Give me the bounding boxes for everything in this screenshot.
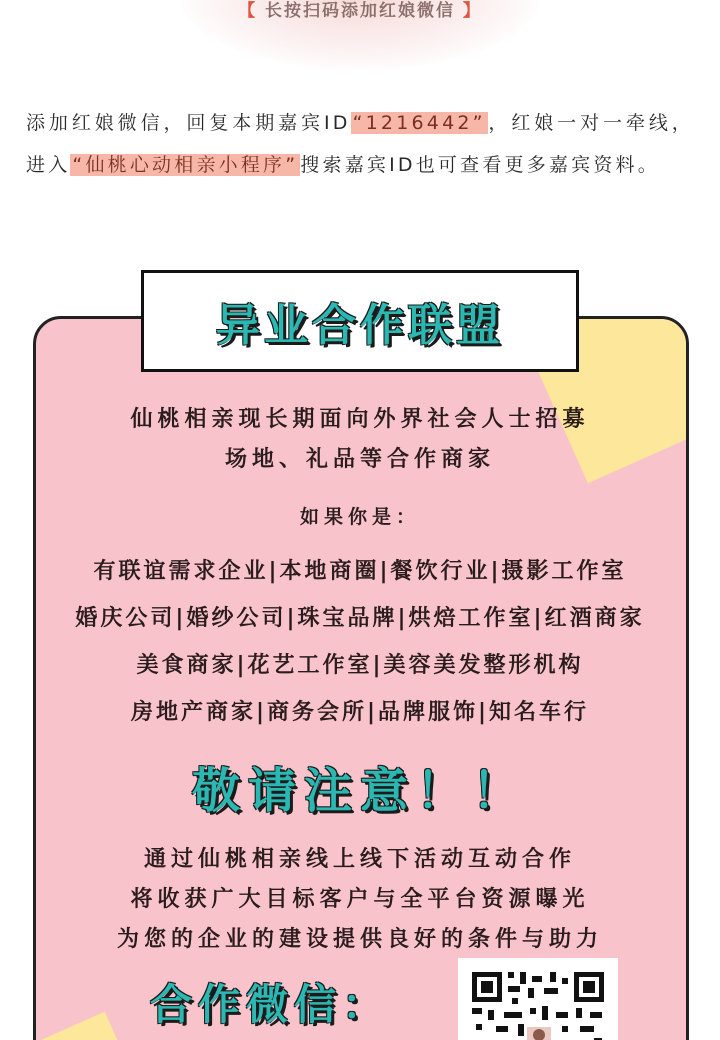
intro-part1: 添加红娘微信，回复本期嘉宾ID [26,112,351,134]
card-title: 异业合作联盟 [216,300,504,351]
banner-text [0,0,720,21]
intro-part3: 搜索嘉宾ID也可查看更多嘉宾资料。 [300,154,660,176]
decor-stripe-bottom [33,1012,153,1040]
intro-paragraph [26,102,694,186]
category-line: 房地产商家|商务会所|品牌服饰|知名车行 [130,700,590,725]
title-inner [156,285,564,357]
benefit-line: 通过仙桃相亲线上线下活动互动合作 [143,847,576,872]
category-line: 有联谊需求企业|本地商圈|餐饮行业|摄影工作室 [93,559,627,584]
recruit-line: 场地、礼品等合作商家 [224,447,495,472]
notice-heading: 敬请注意！！ [191,763,528,819]
benefit-line: 将收获广大目标客户与全平台资源曝光 [130,887,590,912]
benefit-line: 为您的企业的建设提供良好的条件与助力 [116,927,603,952]
banner-bracket-right: 】 [462,1,482,21]
wechat-label: 合作微信： [150,980,391,1029]
intro-part2: ，红娘一对一牵线，进入 [26,112,694,176]
benefit-text [0,840,720,960]
guest-id-highlight: “1216442” [352,112,486,134]
qr-code-graphic [468,968,608,1040]
category-list [0,548,720,736]
if-you-are-label: 如果你是： [299,506,420,528]
category-line: 婚庆公司|婚纱公司|珠宝品牌|烘焙工作室|红酒商家 [75,606,645,631]
banner-label: 长按扫码添加红娘微信 [265,1,455,21]
category-line: 美食商家|花艺工作室|美容美发整形机构 [136,653,584,678]
banner-bracket-left: 【 [238,1,258,21]
top-banner [0,0,720,80]
title-box [141,270,579,372]
recruit-text [0,400,720,480]
program-highlight: “仙桃心动相亲小程序” [72,154,299,176]
recruit-line: 仙桃相亲现长期面向外界社会人士招募 [130,407,590,432]
qr-code-icon[interactable] [458,958,618,1040]
